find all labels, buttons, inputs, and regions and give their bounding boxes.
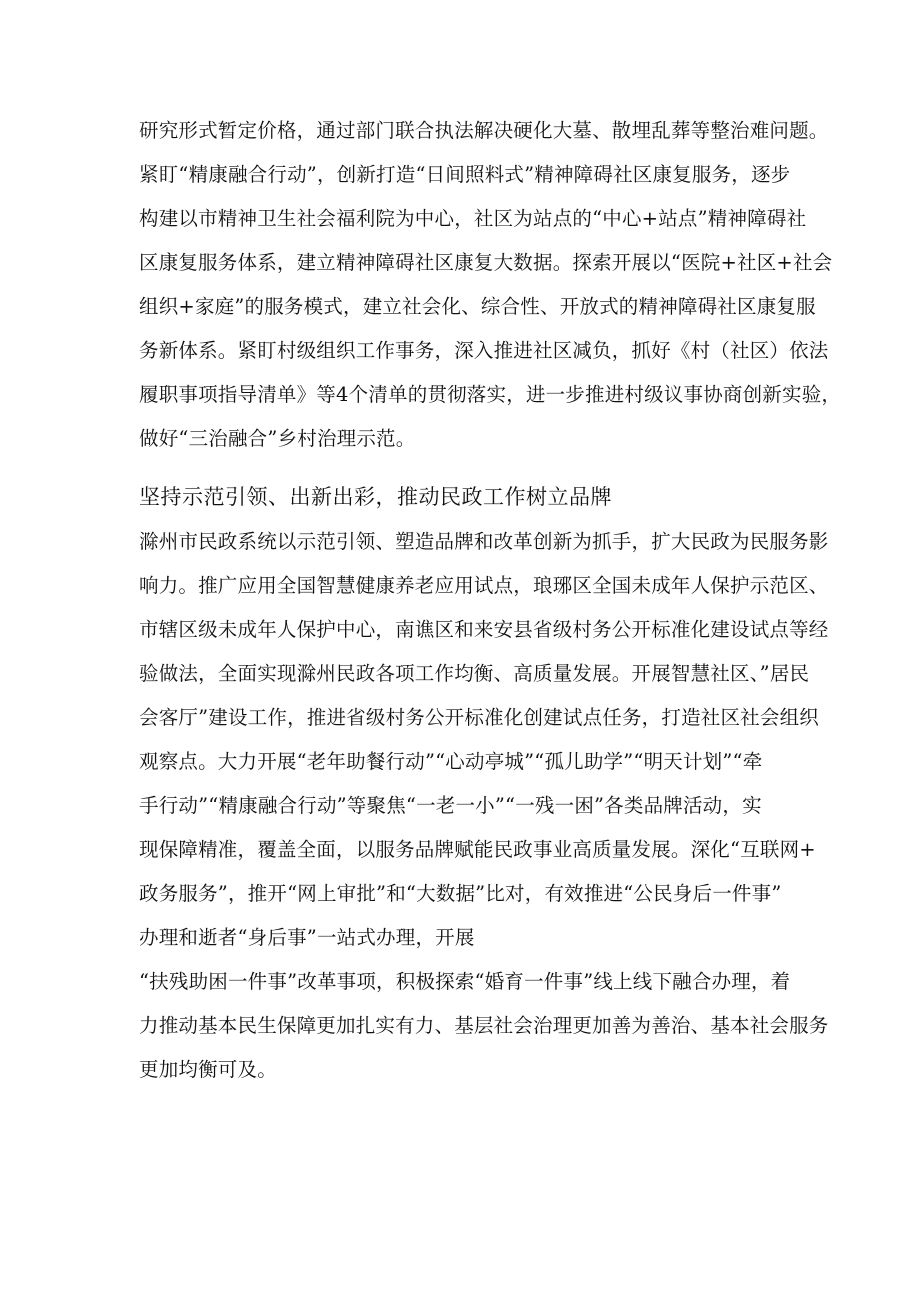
paragraph-line: 紧盯“精康融合行动”，创新打造“日间照料式”精神障碍社区康复服务，逐步 [139,163,791,186]
paragraph-line: 观察点。大力开展“老年助餐行动”“心动亭城”“孤儿助学”“明天计划”“牵 [139,750,763,773]
paragraph-line: 组织+家庭”的服务模式，建立社会化、综合性、开放式的精神障碍社区康复服 [139,295,816,318]
paragraph-line: 做好“三治融合”乡村治理示范。 [139,427,416,450]
section-heading: 坚持示范引领、出新出彩，推动民政工作树立品牌 [139,485,612,509]
paragraph-line: 响力。推广应用全国智慧健康养老应用试点，琅琊区全国未成年人保护示范区、 [139,574,829,597]
paragraph-line: 更加均衡可及。 [139,1058,277,1081]
paragraph-line: 政务服务”，推开“网上审批”和“大数据”比对，有效推进“公民身后一件事” [139,882,782,905]
paragraph-line: 办理和逝者“身后事”一站式办理，开展 [139,926,475,949]
paragraph-line: “扶残助困一件事”改革事项，积极探索“婚育一件事”线上线下融合办理，着 [139,970,791,993]
paragraph-line: 会客厅”建设工作，推进省级村务公开标准化创建试点任务，打造社区社会组织 [139,706,819,729]
paragraph-line: 市辖区级未成年人保护中心，南谯区和来安县省级村务公开标准化建设试点等经 [139,618,829,641]
paragraph-line: 构建以市精神卫生社会福利院为中心，社区为站点的“中心+站点”精神障碍社 [139,207,807,230]
paragraph-line: 务新体系。紧盯村级组织工作事务，深入推进社区减负，抓好《村（社区）依法 [139,339,829,362]
paragraph-line: 研究形式暂定价格，通过部门联合执法解决硬化大墓、散埋乱葬等整治难问题。 [139,119,829,142]
paragraph-line: 力推动基本民生保障更加扎实有力、基层社会治理更加善为善治、基本社会服务 [139,1014,829,1037]
paragraph-line: 履职事项指导清单》等4个清单的贯彻落实，进一步推进村级议事协商创新实验， [139,383,842,406]
paragraph-line: 滁州市民政系统以示范引领、塑造品牌和改革创新为抓手，扩大民政为民服务影 [139,530,829,553]
paragraph-line: 手行动”“精康融合行动”等聚焦“一老一小”“一残一困”各类品牌活动，实 [139,794,762,817]
paragraph-line: 区康复服务体系，建立精神障碍社区康复大数据。探索开展以“医院+社区+社会 [139,251,833,274]
paragraph-line: 现保障精准，覆盖全面，以服务品牌赋能民政事业高质量发展。深化“互联网+ [139,838,816,861]
paragraph-line: 验做法，全面实现滁州民政各项工作均衡、高质量发展。开展智慧社区、”居民 [139,662,810,685]
